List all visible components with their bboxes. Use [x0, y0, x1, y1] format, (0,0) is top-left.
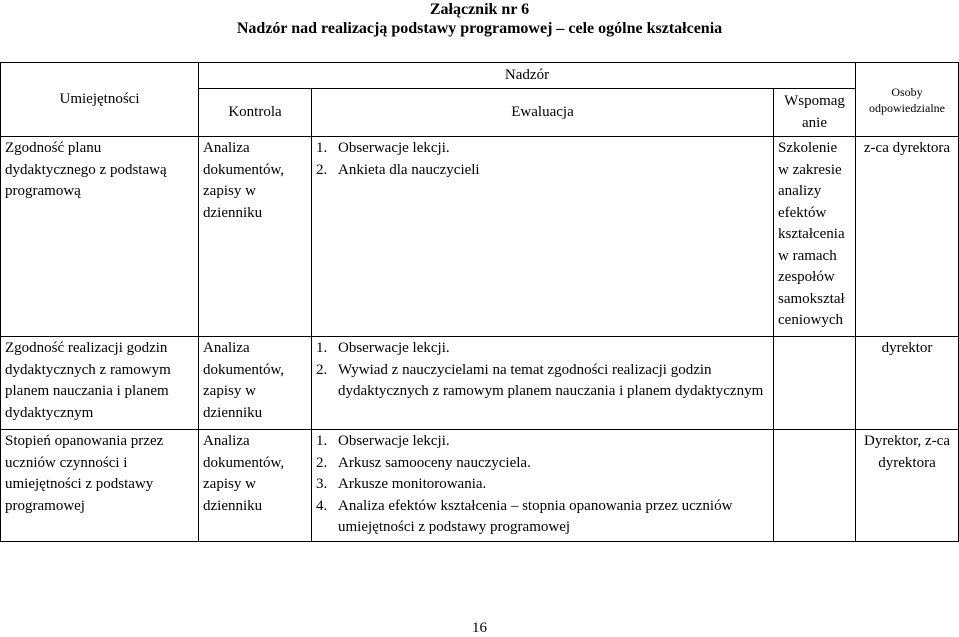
- ewaluacja-list: [316, 431, 769, 539]
- table-row: [1, 137, 959, 337]
- skill-cell: Zgodność planu dydaktycznego z podstawą programową: [1, 137, 199, 337]
- header-wspomaganie: Wspomag anie: [774, 89, 856, 137]
- document-title: Nadzór nad realizacją podstawy programowej – cele ogólne kształcenia: [236, 20, 723, 37]
- supervision-table: [0, 62, 959, 542]
- header-row-1: [1, 63, 959, 89]
- wspomaganie-cell: Szkolenie w zakresie analizy efektów kształcenia w ramach zespołów samokształ ceniowych: [774, 137, 856, 337]
- list-item: 1. Obserwacje lekcji.: [316, 340, 450, 356]
- list-item: 2. Arkusz samooceny nauczyciela.: [316, 454, 531, 471]
- ewaluacja-list: [316, 338, 769, 403]
- attachment-title: Załącznik nr 6: [429, 1, 530, 18]
- header-nadzor: Nadzór: [199, 63, 856, 89]
- osoby-cell: Dyrektor, z-ca dyrektora: [856, 430, 959, 542]
- kontrola-cell: Analiza dokumentów, zapisy w dzienniku: [199, 337, 312, 430]
- table-row: [1, 337, 959, 430]
- list-item: 4. Analiza efektów kształcenia – stopnia opanowania przez uczniów umiejętności z podstawy programowej: [316, 497, 733, 535]
- list-item: 2. Wywiad z nauczycielami na temat zgodności realizacji godzin dydaktycznych z ramowym planem nauczania i planem dydaktycznym: [316, 361, 764, 399]
- list-item: 3. Arkusze monitorowania.: [316, 476, 487, 492]
- list-item: 2. Ankieta dla nauczycieli: [316, 161, 480, 178]
- header-osoby: Osoby odpowiedzialne: [856, 63, 959, 137]
- wspomaganie-cell: [774, 337, 856, 430]
- kontrola-cell: Analiza dokumentów, zapisy w dzienniku: [199, 430, 312, 542]
- wspomaganie-cell: [774, 430, 856, 542]
- header-kontrola: Kontrola: [199, 89, 312, 137]
- osoby-cell: dyrektor: [856, 337, 959, 430]
- skill-cell: Zgodność realizacji godzin dydaktycznych z ramowym planem nauczania i planem dydaktycznym: [1, 337, 199, 430]
- osoby-cell: z-ca dyrektora: [856, 137, 959, 337]
- ewaluacja-cell: [312, 430, 774, 542]
- kontrola-cell: Analiza dokumentów, zapisy w dzienniku: [199, 137, 312, 337]
- ewaluacja-cell: [312, 337, 774, 430]
- table-row: [1, 430, 959, 542]
- list-item: 1. Obserwacje lekcji.: [316, 433, 450, 449]
- header-umiejetnosci: Umiejętności: [1, 63, 199, 137]
- page-number: 16: [472, 620, 487, 636]
- list-item: 1. Obserwacje lekcji.: [316, 140, 450, 156]
- ewaluacja-list: [316, 138, 769, 181]
- skill-cell: Stopień opanowania przez uczniów czynności i umiejętności z podstawy programowej: [1, 430, 199, 542]
- ewaluacja-cell: [312, 137, 774, 337]
- header-ewaluacja: Ewaluacja: [312, 89, 774, 137]
